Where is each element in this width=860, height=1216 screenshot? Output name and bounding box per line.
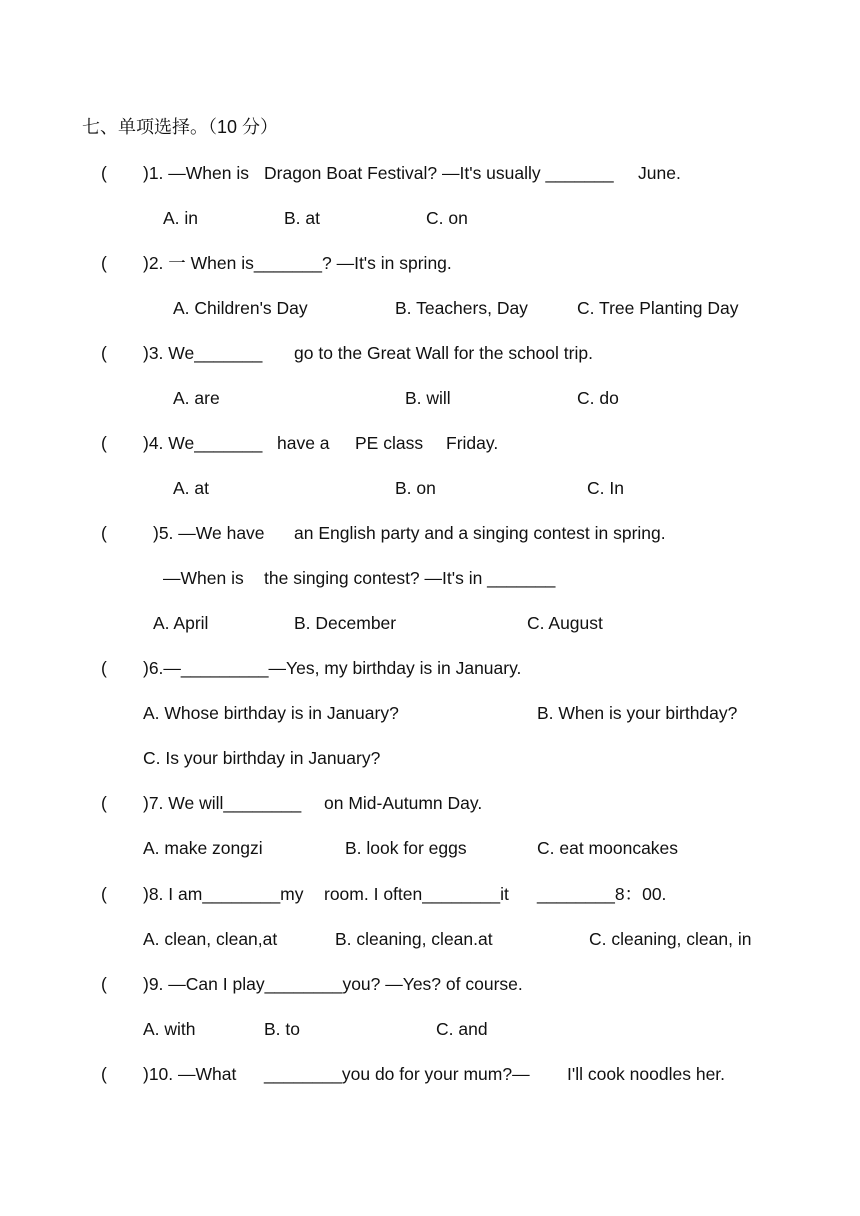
option-c[interactable]: C. on xyxy=(426,208,468,228)
option-b[interactable]: B. at xyxy=(284,208,320,228)
question-stem: an English party and a singing contest in spring. xyxy=(294,523,666,543)
question-stem: )6.—_________—Yes, my birthday is in January. xyxy=(143,658,522,678)
question-stem: PE class xyxy=(355,433,424,453)
option-a[interactable]: A. Whose birthday is in January? xyxy=(143,703,399,723)
option-b[interactable]: B. will xyxy=(405,388,451,408)
option-a[interactable]: A. at xyxy=(173,478,209,498)
answer-paren: ( xyxy=(101,433,107,453)
option-a[interactable]: A. April xyxy=(153,613,209,633)
answer-paren: ( xyxy=(101,974,107,994)
option-b[interactable]: B. Teachers, Day xyxy=(395,298,528,318)
option-b[interactable]: B. to xyxy=(264,1019,300,1039)
question-stem-line2: —When is xyxy=(163,568,244,588)
answer-paren: ( xyxy=(101,1064,107,1084)
question-stem: room. I often________it xyxy=(324,884,509,904)
answer-paren: ( xyxy=(101,163,107,183)
option-a[interactable]: A. make zongzi xyxy=(143,838,263,858)
option-b[interactable]: B. cleaning, clean.at xyxy=(335,929,493,949)
option-c[interactable]: C. Tree Planting Day xyxy=(577,298,739,318)
section-title: 七、单项选择。（10 分） xyxy=(82,117,279,137)
question-stem: )2. 一 When is_______? —It's in spring. xyxy=(143,253,452,273)
question-stem: have a xyxy=(277,433,330,453)
question-stem: )9. —Can I play________you? —Yes? of course. xyxy=(143,974,523,994)
option-b[interactable]: B. look for eggs xyxy=(345,838,467,858)
answer-paren: ( xyxy=(101,253,107,273)
option-a[interactable]: A. Children's Day xyxy=(173,298,308,318)
answer-paren: ( xyxy=(101,884,107,904)
option-b[interactable]: B. on xyxy=(395,478,436,498)
answer-paren: ( xyxy=(101,343,107,363)
option-a[interactable]: A. with xyxy=(143,1019,196,1039)
question-stem: ________8：00. xyxy=(537,884,667,904)
answer-paren: ( xyxy=(101,523,107,543)
question-stem: )5. —We have xyxy=(153,523,265,543)
option-b[interactable]: B. When is your birthday? xyxy=(537,703,738,723)
answer-paren: ( xyxy=(101,793,107,813)
option-a[interactable]: A. in xyxy=(163,208,199,228)
option-b[interactable]: B. December xyxy=(294,613,397,633)
question-stem: go to the Great Wall for the school trip. xyxy=(294,343,593,363)
option-c[interactable]: C. eat mooncakes xyxy=(537,838,679,858)
question-stem: I'll cook noodles her. xyxy=(567,1064,726,1084)
option-c[interactable]: C. Is your birthday in January? xyxy=(143,748,381,768)
answer-paren: ( xyxy=(101,658,107,678)
question-stem: )3. We_______ xyxy=(143,343,263,363)
question-stem: on Mid-Autumn Day. xyxy=(324,793,483,813)
question-stem: )10. —What xyxy=(143,1064,237,1084)
option-c[interactable]: C. August xyxy=(527,613,603,633)
question-stem: Dragon Boat Festival? —It's usually _______ xyxy=(264,163,614,183)
option-c[interactable]: C. do xyxy=(577,388,619,408)
question-stem: Friday. xyxy=(446,433,499,453)
option-c[interactable]: C. In xyxy=(587,478,624,498)
question-stem: June. xyxy=(638,163,681,183)
question-stem: )7. We will________ xyxy=(143,793,302,813)
question-stem-line2: the singing contest? —It's in _______ xyxy=(264,568,556,588)
option-a[interactable]: A. clean, clean,at xyxy=(143,929,278,949)
option-c[interactable]: C. cleaning, clean, in xyxy=(589,929,752,949)
question-stem: )4. We_______ xyxy=(143,433,263,453)
option-a[interactable]: A. are xyxy=(173,388,220,408)
question-stem: )8. I am________my xyxy=(143,884,304,904)
question-stem: )1. —When is xyxy=(143,163,249,183)
question-stem: ________you do for your mum?— xyxy=(264,1064,530,1084)
option-c[interactable]: C. and xyxy=(436,1019,488,1039)
